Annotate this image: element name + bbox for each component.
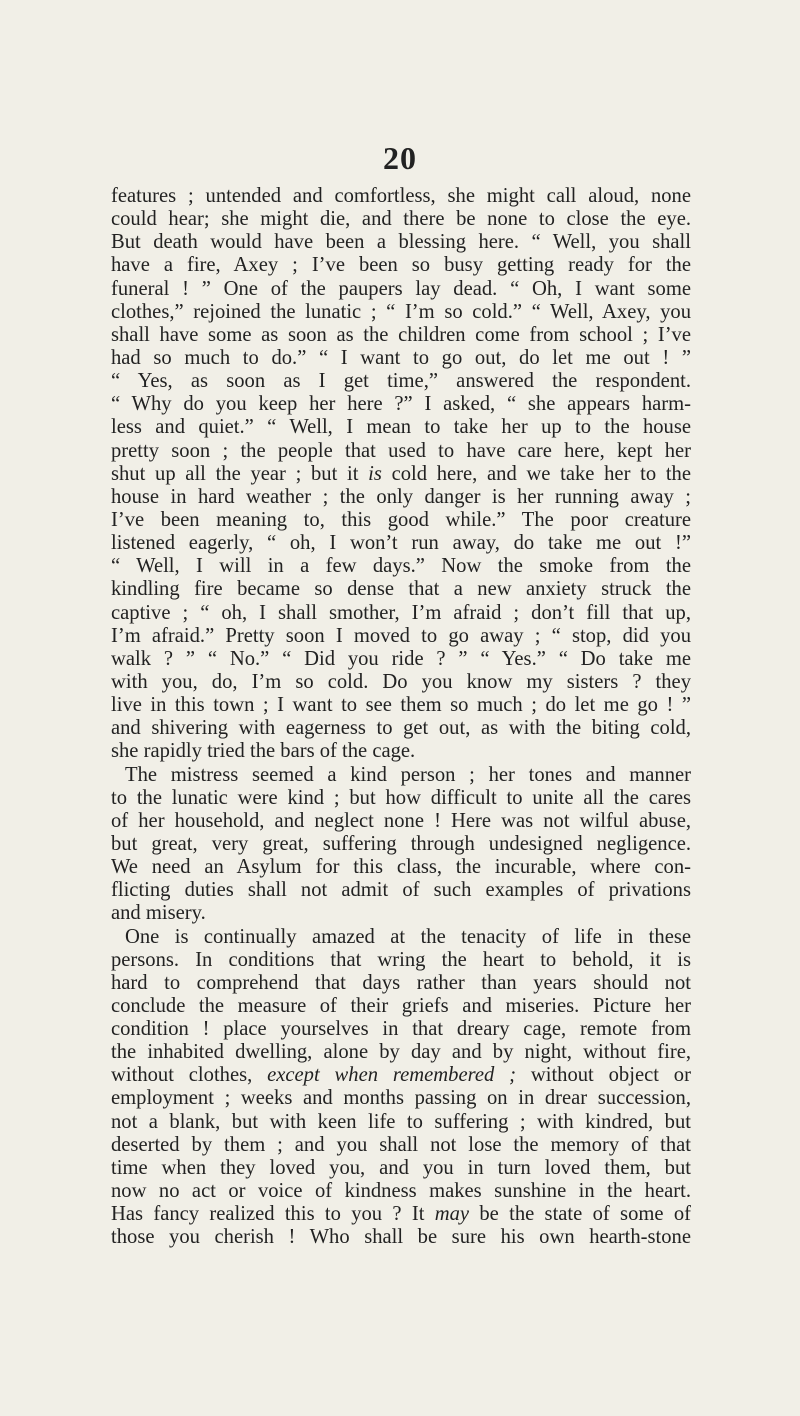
page-number: 20 — [383, 140, 417, 176]
text-line — [111, 509, 691, 532]
text-segment: employment ; weeks and months passing on in drear succession, — [111, 1087, 691, 1110]
text-segment: “ Yes, as soon as I get time,” answered the respondent. — [111, 370, 691, 393]
text-line — [111, 1111, 691, 1134]
text-line — [111, 648, 691, 671]
text-line — [111, 694, 691, 717]
text-segment: One is continually amazed at the tenacity of life in these — [125, 925, 691, 948]
text-segment: live in this town ; I want to see them so much ; do let me go ! ” — [111, 694, 691, 717]
text-line — [111, 833, 691, 856]
text-segment: “ Why do you keep her here ?” I asked, “ she appears harm- — [111, 393, 691, 416]
text-segment: cold here, and we take her to the — [381, 462, 691, 485]
text-segment: The mistress seemed a kind person ; her tones and manner — [125, 763, 691, 786]
text-line — [111, 810, 691, 833]
text-segment: to the lunatic were kind ; but how difficult to unite all the cares — [111, 786, 691, 809]
text-line — [111, 231, 691, 254]
text-segment: shut up all the year ; but it — [111, 462, 369, 485]
italic-text: is — [368, 462, 382, 485]
text-line — [111, 671, 691, 694]
text-line — [111, 625, 691, 648]
text-segment: condition ! place yourselves in that dreary cage, remote from — [111, 1018, 691, 1041]
text-segment: but great, very great, suffering through undesigned negligence. — [111, 832, 691, 855]
text-line — [111, 1087, 691, 1110]
text-line — [111, 995, 691, 1018]
text-line — [111, 393, 691, 416]
italic-text: may — [434, 1203, 470, 1226]
text-segment: kindling fire became so dense that a new anxiety struck the — [111, 578, 691, 601]
text-segment: without clothes, — [111, 1064, 268, 1087]
text-line — [111, 440, 691, 463]
text-line — [111, 1226, 691, 1249]
text-segment: have a fire, Axey ; I’ve been so busy getting ready for the — [111, 254, 691, 277]
text-segment: she rapidly tried the bars of the cage. — [111, 740, 416, 763]
text-segment: Has fancy realized this to you ? It — [111, 1203, 435, 1226]
text-line — [111, 740, 691, 763]
text-line — [111, 949, 691, 972]
text-segment: and shivering with eagerness to get out, as with the biting cold, — [111, 717, 691, 740]
text-segment: without object or — [516, 1064, 691, 1087]
text-segment: We need an Asylum for this class, the incurable, where con- — [111, 856, 691, 879]
text-segment: persons. In conditions that wring the heart to behold, it is — [111, 948, 691, 971]
text-line — [111, 856, 691, 879]
text-segment: listened eagerly, “ oh, I won’t run away, do take me out !” — [111, 532, 691, 555]
text-segment: now no act or voice of kindness makes sunshine in the heart. — [111, 1180, 691, 1203]
text-segment: time when they loved you, and you in turn loved them, but — [111, 1156, 691, 1179]
text-line — [111, 555, 691, 578]
text-segment: with you, do, I’m so cold. Do you know my sisters ? they — [111, 670, 691, 693]
text-line — [111, 370, 691, 393]
text-segment: shall have some as soon as the children come from school ; I’ve — [111, 323, 691, 346]
text-line — [111, 926, 691, 949]
text-line — [111, 972, 691, 995]
text-line — [111, 486, 691, 509]
text-line — [111, 185, 691, 208]
text-segment: features ; untended and comfortless, she might call aloud, none — [111, 185, 691, 207]
text-line — [111, 1018, 691, 1041]
text-segment: house in hard weather ; the only danger is her running away ; — [111, 485, 691, 508]
text-segment: had so much to do.” “ I want to go out, do let me out ! ” — [111, 346, 691, 369]
text-segment: and misery. — [111, 902, 206, 925]
text-line — [111, 1203, 691, 1226]
text-line — [111, 902, 691, 925]
text-segment: captive ; “ oh, I shall smother, I’m afraid ; don’t fill that up, — [111, 601, 691, 624]
text-segment: deserted by them ; and you shall not lose the memory of that — [111, 1133, 691, 1156]
text-segment: walk ? ” “ No.” “ Did you ride ? ” “ Yes.” “ Do take me — [111, 647, 691, 670]
text-segment: clothes,” rejoined the lunatic ; “ I’m so cold.” “ Well, Axey, you — [111, 300, 691, 323]
text-line — [111, 347, 691, 370]
text-segment: pretty soon ; the people that used to have care here, kept her — [111, 439, 691, 462]
text-line — [111, 1157, 691, 1180]
text-segment: I’m afraid.” Pretty soon I moved to go away ; “ stop, did you — [111, 624, 691, 647]
text-segment: conclude the measure of their griefs and miseries. Picture her — [111, 994, 691, 1017]
text-line — [111, 1041, 691, 1064]
text-segment: not a blank, but with keen life to suffering ; with kindred, but — [111, 1110, 691, 1133]
text-line — [111, 764, 691, 787]
text-line — [111, 879, 691, 902]
text-segment: funeral ! ” One of the paupers lay dead. “ Oh, I want some — [111, 277, 691, 300]
text-line — [111, 254, 691, 277]
text-segment: less and quiet.” “ Well, I mean to take her up to the house — [111, 416, 691, 439]
text-segment: “ Well, I will in a few days.” Now the smoke from the — [111, 555, 691, 578]
text-line — [111, 717, 691, 740]
text-line — [111, 324, 691, 347]
text-segment: But death would have been a blessing here. “ Well, you shall — [111, 231, 691, 254]
text-line — [111, 578, 691, 601]
text-segment: I’ve been meaning to, this good while.” The poor creature — [111, 508, 691, 531]
italic-text: except when remembered ; — [267, 1064, 516, 1087]
text-line — [111, 1134, 691, 1157]
text-segment: the inhabited dwelling, alone by day and by night, without fire, — [111, 1041, 691, 1064]
text-line — [111, 602, 691, 625]
text-line — [111, 532, 691, 555]
text-line — [111, 787, 691, 810]
body-text — [111, 185, 691, 1249]
text-segment: those you cherish ! Who shall be sure his own hearth-stone — [111, 1226, 691, 1249]
text-segment: hard to comprehend that days rather than years should not — [111, 971, 691, 994]
text-line — [111, 1064, 691, 1087]
text-line — [111, 278, 691, 301]
text-segment: be the state of some of — [469, 1203, 691, 1226]
text-line — [111, 1180, 691, 1203]
text-line — [111, 208, 691, 231]
text-line — [111, 301, 691, 324]
text-line — [111, 463, 691, 486]
text-segment: flicting duties shall not admit of such examples of privations — [111, 879, 691, 902]
text-line — [111, 416, 691, 439]
text-segment: could hear; she might die, and there be none to close the eye. — [111, 208, 691, 231]
text-segment: of her household, and neglect none ! Here was not wilful abuse, — [111, 809, 691, 832]
